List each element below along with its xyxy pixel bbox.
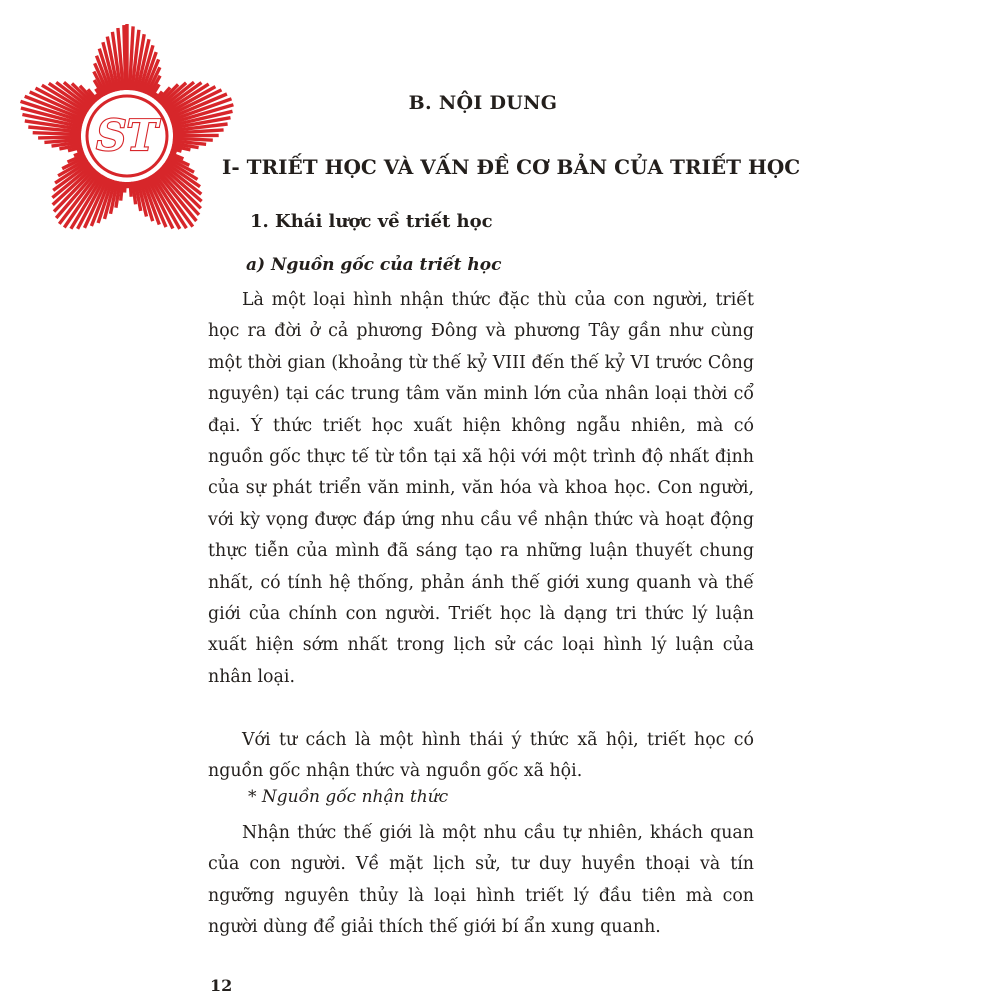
paragraph-text: Với tư cách là một hình thái ý thức xã hội, triết học có nguồn gốc nhận thức và nguồn gốc xã hội. xyxy=(208,730,754,782)
subsection-heading-1: 1. Khái lược về triết học xyxy=(250,211,493,232)
paragraph-social-form xyxy=(208,725,754,788)
star-ray xyxy=(125,182,126,193)
logo xyxy=(14,18,240,244)
subsection-heading-a: a) Nguồn gốc của triết học xyxy=(246,255,502,275)
star-ray xyxy=(38,137,81,138)
subheading-cognitive-origin: * Nguồn gốc nhận thức xyxy=(248,787,449,807)
st-monogram xyxy=(96,111,160,160)
paragraph-cognition xyxy=(208,818,754,944)
paragraph-origin xyxy=(208,285,754,693)
paragraph-text: Là một loại hình nhận thức đặc thù của con người, triết học ra đời ở cả phương Đông và phương Tây gần như cùng một thời gian (khoảng từ thế kỷ VIII đến thế kỷ VI trước Công nguyên) tại các trung tâm văn minh lớn của nhân loại thời cổ đại. Ý thức triết học xuất hiện không ngẫu nhiên, mà có nguồn gốc thực tế từ tồn tại xã hội với một trình độ nhất định của sự phát triển văn minh, văn hóa và khoa học. Con người, với kỳ vọng được đáp ứng nhu cầu về nhận thức và hoạt động thực tiễn của mình đã sáng tạo ra những luận thuyết chung nhất, có tính hệ thống, phản ánh thế giới xung quanh và thế giới của chính con người. Triết học là dạng tri thức lý luận xuất hiện sớm nhất trong lịch sử các loại hình lý luận của nhân loại. xyxy=(208,290,754,687)
svg-text:ST: ST xyxy=(96,111,158,160)
section-heading-b: B. NỘI DUNG xyxy=(408,92,558,114)
section-heading-i: I- TRIẾT HỌC VÀ VẤN ĐỀ CƠ BẢN CỦA TRIẾT HỌC xyxy=(222,155,801,179)
page-number: 12 xyxy=(210,976,233,995)
star-ray xyxy=(130,182,131,197)
paragraph-text: Nhận thức thế giới là một nhu cầu tự nhiên, khách quan của con người. Về mặt lịch sử, tư duy huyền thoại và tín ngưỡng nguyên thủy là loại hình triết lý đầu tiên mà con người dùng để giải thích thế giới bí ẩn xung quanh. xyxy=(208,823,754,938)
star-ray xyxy=(33,133,81,135)
star-ray xyxy=(124,25,126,90)
